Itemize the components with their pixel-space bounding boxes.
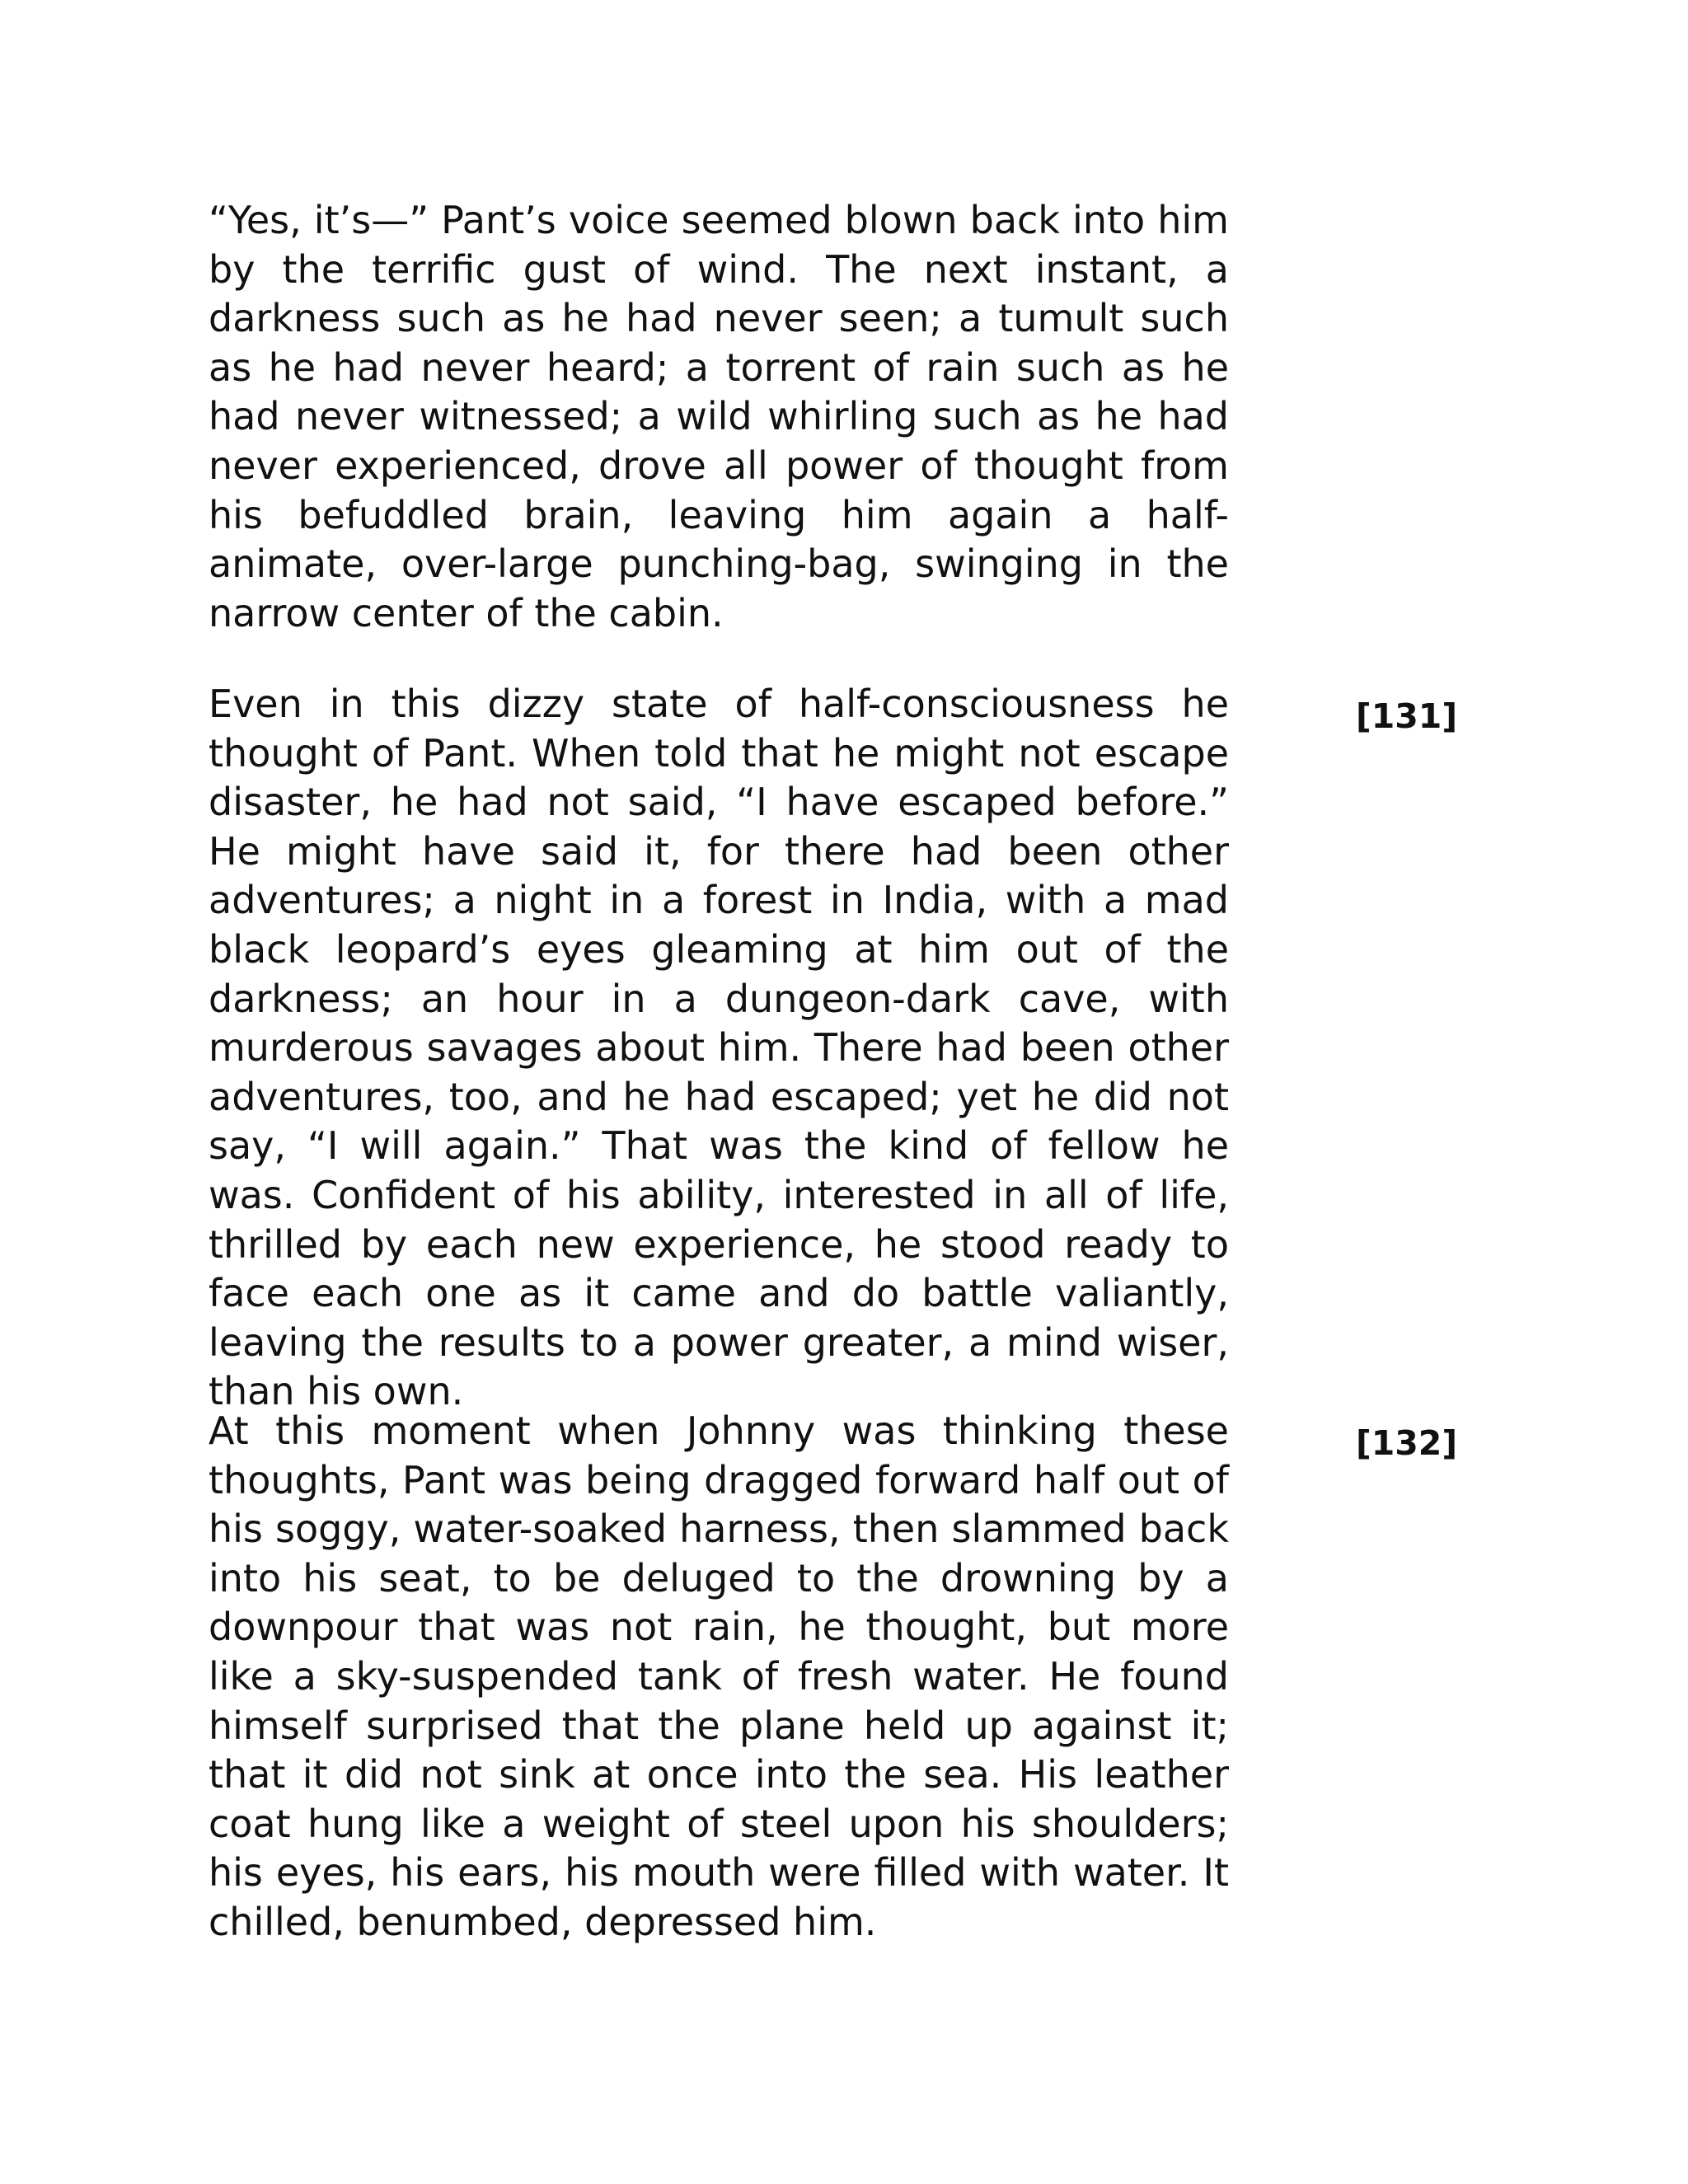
page-number-marker-131: [131] xyxy=(1356,696,1458,736)
paragraph-1: “Yes, it’s—” Pant’s voice seemed blown back into him by the terrific gust of wind. The next instant, a darkness such as he had never seen; a tumult such as he had never heard; a torrent of rain such as he had never witnessed; a wild whirling such as he had never experienced, drove all power of thought from his befuddled brain, leaving him again a half-animate, over-large punching-bag, swinging in the narrow center of the cabin. xyxy=(209,198,1229,635)
paragraph-3: At this moment when Johnny was thinking these thoughts, Pant was being dragged forward half out of his soggy, water-soaked harness, then slammed back into his seat, to be deluged to the drowning by a downpour that was not rain, he thought, but more like a sky-suspended tank of fresh water. He found himself surprised that the plane held up against it; that it did not sink at once into the sea. His leather coat hung like a weight of steel upon his shoulders; his eyes, his ears, his mouth were filled with water. It chilled, benumbed, depressed him. xyxy=(209,1408,1229,1944)
page-number-marker-132: [132] xyxy=(1356,1423,1458,1463)
paragraph-2: Even in this dizzy state of half-consciousness he thought of Pant. When told that he might not escape disaster, he had not said, “I have escaped before.” He might have said it, for there had been other adventures; a night in a forest in India, with a mad black leopard’s eyes gleaming at him out of the darkness; an hour in a dungeon-dark cave, with murderous savages about him. There had been other adventures, too, and he had escaped; yet he did not say, “I will again.” That was the kind of fellow he was. Confident of his ability, interested in all of life, thrilled by each new experience, he stood ready to face each one as it came and do battle valiantly, leaving the results to a power greater, a mind wiser, than his own. xyxy=(209,682,1229,1414)
